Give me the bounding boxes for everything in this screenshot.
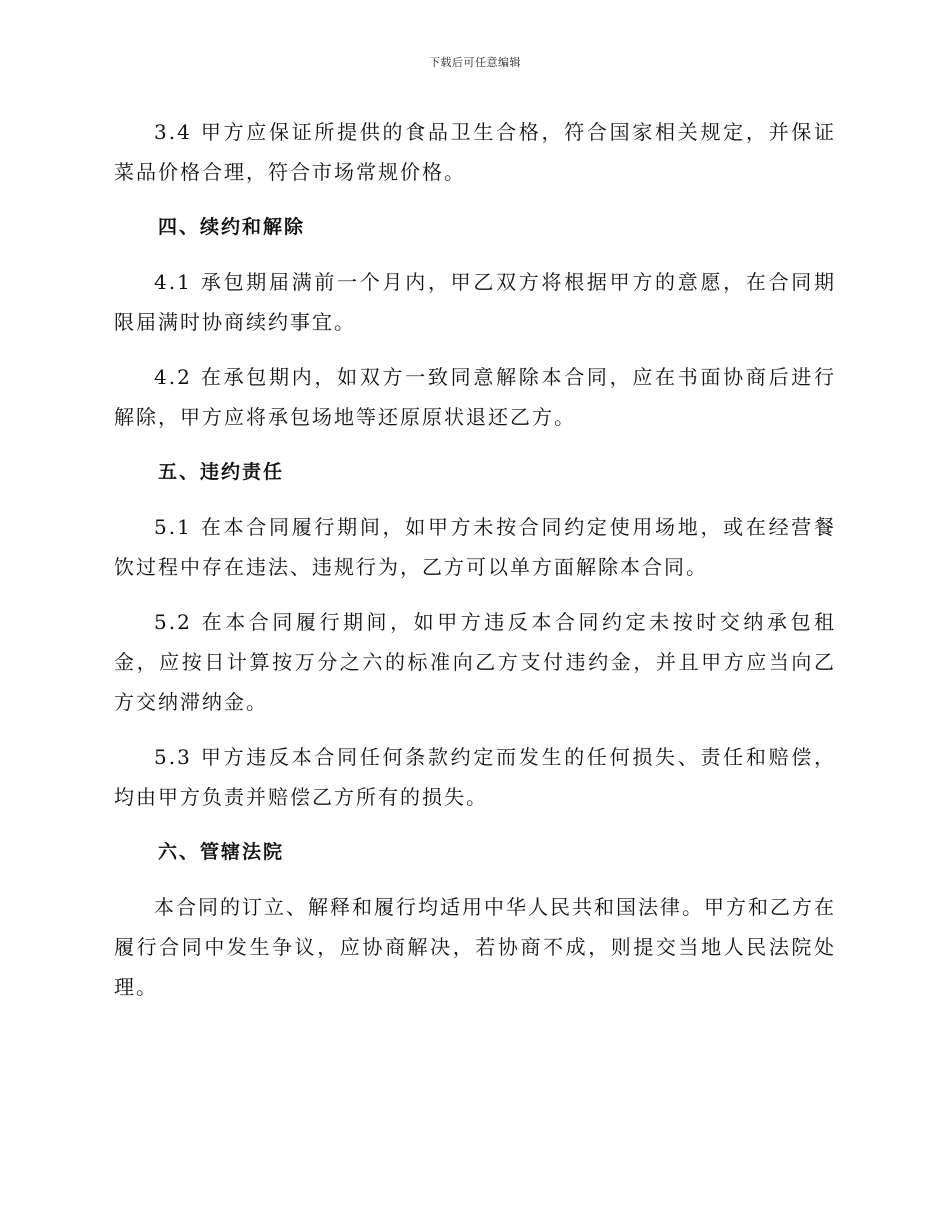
clause-jurisdiction: 本合同的订立、解释和履行均适用中华人民共和国法律。甲方和乙方在履行合同中发生争议，应协商解决，若协商不成，则提交当地人民法院处理。 — [114, 895, 836, 999]
section-heading-renewal-termination: 四、续约和解除 — [158, 216, 306, 238]
section-heading-breach-liability: 五、违约责任 — [158, 461, 285, 483]
clause-3-4: 3.4 甲方应保证所提供的食品卫生合格，符合国家相关规定，并保证菜品价格合理，符合市场常规价格。 — [114, 120, 836, 184]
clause-4-1: 4.1 承包期届满前一个月内，甲乙双方将根据甲方的意愿，在合同期限届满时协商续约事宜。 — [114, 270, 836, 334]
document-body — [114, 112, 836, 1022]
clause-5-3: 5.3 甲方违反本合同任何条款约定而发生的任何损失、责任和赔偿，均由甲方负责并赔偿乙方所有的损失。 — [114, 745, 836, 809]
clause-5-1: 5.1 在本合同履行期间，如甲方未按合同约定使用场地，或在经营餐饮过程中存在违法、违规行为，乙方可以单方面解除本合同。 — [114, 515, 836, 579]
clause-4-2: 4.2 在承包期内，如双方一致同意解除本合同，应在书面协商后进行解除，甲方应将承包场地等还原原状退还乙方。 — [114, 365, 836, 429]
section-heading-jurisdiction: 六、管辖法院 — [158, 841, 285, 863]
clause-5-2: 5.2 在本合同履行期间，如甲方违反本合同约定未按时交纳承包租金，应按日计算按万分之六的标准向乙方支付违约金，并且甲方应当向乙方交纳滞纳金。 — [114, 610, 836, 714]
page-header: 下载后可任意编辑 — [429, 56, 521, 69]
